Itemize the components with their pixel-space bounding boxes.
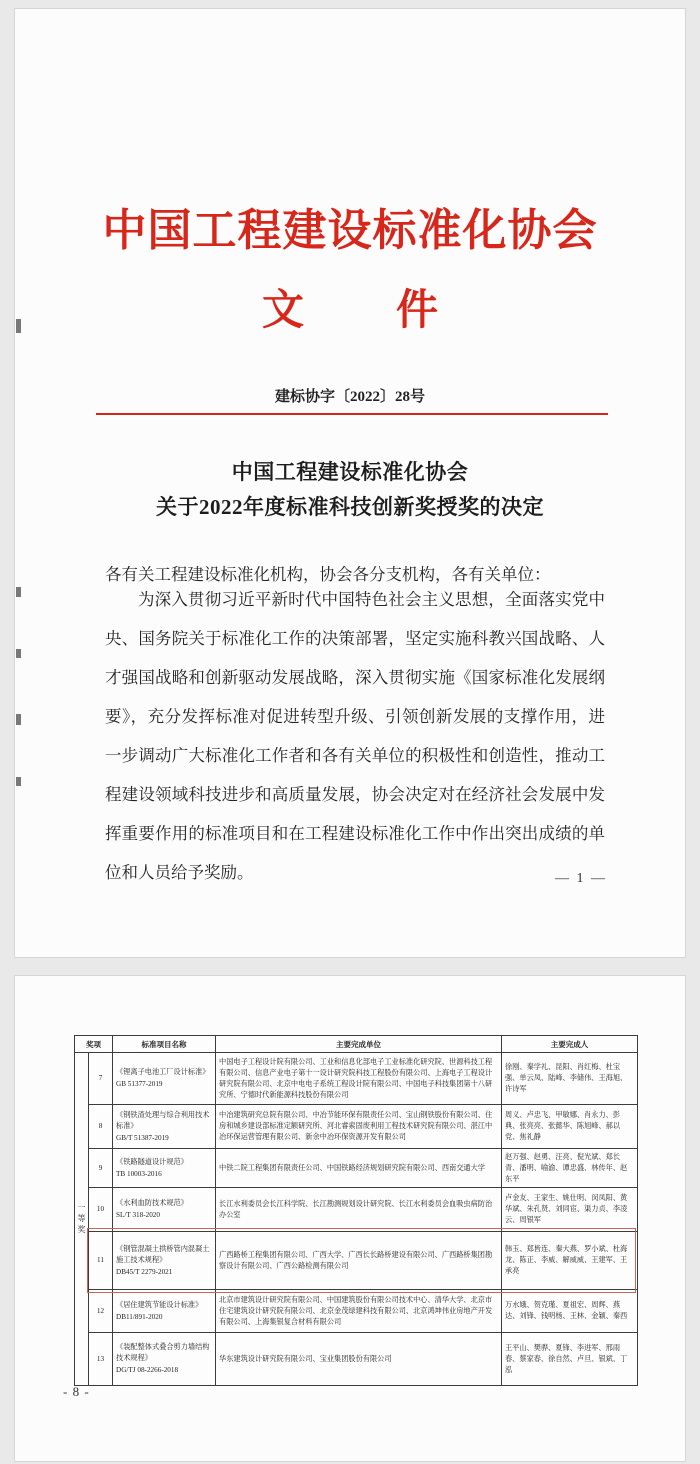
scan-mark: [16, 649, 21, 658]
row-number-cell: 13: [89, 1333, 113, 1385]
scan-mark: [16, 777, 21, 786]
table-row: [89, 1053, 637, 1105]
standard-name: 《居住建筑节能设计标准》: [116, 1300, 203, 1309]
standard-code: DB11/891-2020: [116, 1312, 163, 1321]
people-cell: 徐刚、秦学礼、昆阳、肖红梅、杜宝强、单云凤、陆峰、李储伟、王海旭、许诗军: [505, 1063, 628, 1093]
decision-title-line1: 中国工程建设标准化协会: [231, 460, 469, 484]
standard-name: 《装配整体式叠合剪力墙结构技术规程》: [116, 1343, 210, 1362]
standard-name: 《铁路隧道设计规范》: [116, 1157, 188, 1166]
page-number-8: - 8 -: [63, 1384, 90, 1399]
row-number-cell: 8: [89, 1105, 113, 1148]
page-number-1: — 1 —: [555, 871, 607, 886]
decision-title-line2: 关于2022年度标准科技创新奖授奖的决定: [156, 495, 544, 519]
units-cell: 广西路桥工程集团有限公司、广西大学、广西长长路桥建设有限公司、广西路桥集团勘察设计有限公司、广西公路检测有限公司: [216, 1232, 502, 1289]
red-divider-rule: [96, 413, 608, 415]
standard-name-cell: [113, 1188, 216, 1231]
row-number-cell: 11: [89, 1232, 113, 1289]
standard-code: DB45/T 2279-2021: [116, 1267, 173, 1276]
table-row: [89, 1290, 637, 1333]
award-table: [74, 1035, 638, 1386]
document-page-1: [14, 8, 686, 958]
standard-name: 《锂离子电池工厂设计标准》: [116, 1068, 210, 1076]
units-cell: 北京市建筑设计研究院有限公司、中国建筑股份有限公司技术中心、清华大学、北京市住宅建筑设计研究院有限公司、北京金茂绿建科技有限公司、北京鸿坤伟业房地产开发有限公司、上海集银复合材料有限公司: [216, 1290, 502, 1332]
people-cell: 卢金友、王家生、姚仕明、闵凤阳、黄华斌、朱孔贤、刘同宦、渠力贞、李凌云、周银军: [505, 1194, 628, 1224]
scan-mark: [16, 587, 21, 597]
row-number-cell: 12: [89, 1290, 113, 1332]
standard-name: 《水利血防技术规范》: [116, 1199, 188, 1207]
standard-name: 《钢铁渣处理与综合利用技术标准》: [116, 1110, 210, 1130]
document-type-char-2: 件: [396, 288, 439, 334]
header-standard-name: 标准项目名称: [113, 1036, 216, 1052]
standard-name-cell: [113, 1105, 216, 1148]
scan-mark: [16, 714, 21, 725]
award-group-label: 一等奖: [77, 1202, 86, 1236]
standard-name-cell: [113, 1333, 216, 1385]
table-row: [89, 1188, 637, 1232]
header-main-people: 主要完成人: [550, 1039, 589, 1049]
people-cell: 赵万强、赵勇、汪亮、倪光斌、郑长青、潘明、喻渝、谭忠盛、林传年、赵东平: [505, 1152, 628, 1183]
document-type-char-1: 文: [261, 288, 304, 334]
people-cell: 周义、卢忠飞、甲敏娜、肖永力、彭典、张亮亮、张懿华、陈旭峰、郝以党、焦礼静: [505, 1111, 621, 1141]
table-row: [89, 1105, 637, 1149]
standard-code: GB 51377-2019: [116, 1080, 163, 1088]
table-body: [75, 1053, 637, 1385]
table-row-highlighted: [89, 1232, 637, 1290]
standard-name: 《钢管混凝土拱桥管内混凝土施工技术规程》: [116, 1244, 210, 1264]
row-number-cell: 10: [89, 1188, 113, 1231]
people-cell: 万水娥、贺克瑾、夏祖宏、周辉、燕达、刘锋、钱明杨、王林、金颖、秦西: [505, 1301, 628, 1320]
award-group-cell: [75, 1053, 89, 1385]
standard-code: DG/TJ 08-2266-2018: [116, 1366, 179, 1374]
table-row: [89, 1149, 637, 1188]
row-number-cell: 9: [89, 1149, 113, 1187]
standard-name-cell: [113, 1053, 216, 1104]
people-cell: 韩玉、郑皆连、秦大燕、罗小斌、杜海龙、陈正、李威、解威威、王建军、王承亮: [505, 1245, 628, 1275]
table-rows: [89, 1053, 637, 1385]
standard-name-cell: [113, 1232, 216, 1289]
document-reference-number: 建标协字〔2022〕28号: [274, 389, 425, 405]
table-row: [89, 1333, 637, 1385]
organization-title: 中国工程建设标准化协会: [102, 206, 598, 255]
row-number-cell: 7: [89, 1053, 113, 1104]
units-cell: 中冶建筑研究总院有限公司、中冶节能环保有限责任公司、宝山钢铁股份有限公司、住房和城乡建设部标准定额研究所、河北睿索固废利用工程技术研究院有限公司、湛江中冶环保运营管理有限公司、新余中冶环保资源开发有限公司: [216, 1105, 502, 1148]
header-award-category: 奖项: [75, 1036, 113, 1052]
standard-code: SL/T 318-2020: [116, 1211, 160, 1219]
body-paragraph: 为深入贯彻习近平新时代中国特色社会主义思想，全面落实党中央、国务院关于标准化工作的决策部署，坚定实施科教兴国战略、人才强国战略和创新驱动发展战略，深入贯彻实施《国家标准化发展纲要》，充分发挥标准对促进转型升级、引领创新发展的支撑作用，进一步调动广大标准化工作者和各有关单位的积极性和创造性，推动工程建设领域科技进步和高质量发展，协会决定对在经济社会发展中发挥重要作用的标准项目和在工程建设标准化工作中作出突出成绩的单位和人员给予奖励。: [105, 590, 605, 882]
table-header-row: [75, 1036, 637, 1053]
people-cell: 王平山、樊骅、夏锋、李进军、邢雨春、蔡家春、徐自然、卢旦、银斌、丁泓: [505, 1343, 628, 1374]
salutation-line: 各有关工程建设标准化机构，协会各分支机构，各有关单位：: [105, 565, 551, 584]
units-cell: 长江水利委员会长江科学院、长江勘测规划设计研究院、长江水利委员会血吸虫病防治办公室: [216, 1188, 502, 1231]
standard-name-cell: [113, 1290, 216, 1332]
scan-mark: [16, 319, 21, 333]
units-cell: 中国电子工程设计院有限公司、工业和信息化部电子工业标准化研究院、世源科技工程有限公司、信息产业电子第十一设计研究院科技工程股份有限公司、上海电子工程设计研究院有限公司、北京中电电子系统工程设计院有限公司、中国电子科技集团第十八研究所、宁德时代新能源科技股份有限公司: [216, 1053, 502, 1104]
units-cell: 华东建筑设计研究院有限公司、宝业集团股份有限公司: [216, 1333, 502, 1385]
units-cell: 中铁二院工程集团有限责任公司、中国铁路经济规划研究院有限公司、西南交通大学: [216, 1149, 502, 1187]
header-main-units: 主要完成单位: [216, 1036, 502, 1052]
standard-code: GB/T 51387-2019: [116, 1133, 169, 1142]
document-page-2: [14, 975, 686, 1462]
standard-code: TB 10003-2016: [116, 1169, 162, 1178]
document-type-heading: [15, 277, 685, 337]
standard-name-cell: [113, 1149, 216, 1187]
